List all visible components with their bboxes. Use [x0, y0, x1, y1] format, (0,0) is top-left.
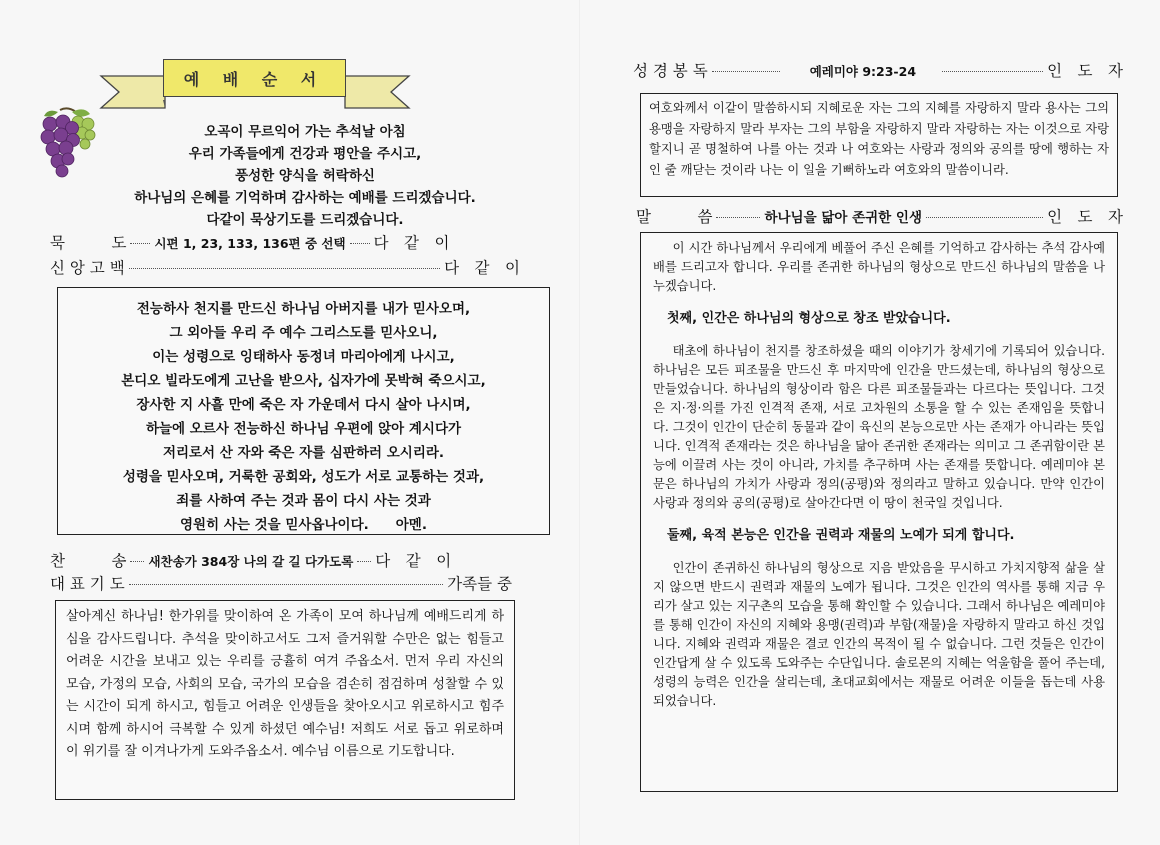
- order-who: 인 도 자: [1047, 208, 1123, 226]
- order-sermon: [636, 205, 1123, 227]
- order-who: 다 같 이: [444, 259, 520, 277]
- sermon-box: [640, 232, 1118, 792]
- prayer-box: 살아계신 하나님! 한가위를 맞이하여 온 가족이 모여 하나님께 예배드리게 하심을 감사드립니다. 추석을 맞이하고서도 그저 즐거워할 수만은 없는 힘들고 어려운 시간을 보내고 있는 우리를 긍휼히 여겨 주옵소서. 먼저 우리 자신의 모습, 가정의 모습, 사회의 모습, 국가의 모습을 겸손히 점검하며 성찰할 수 있는 시간이 되게 하시고, 힘들고 어려운 인생들을 찾아오시고 위로하시고 힘주시며 함께 하시어 극복할 수 있게 하셨던 예수님! 저희도 서로 돕고 위로하며 이 위기를 잘 이겨나가게 도와주옵소서. 예수님 이름으로 기도합니다.: [55, 600, 515, 800]
- leader-dots: [712, 71, 780, 72]
- order-hymn: [50, 549, 520, 571]
- order-prayer: [50, 572, 512, 594]
- leader-dots: [129, 268, 440, 269]
- order-content: 하나님을 닮아 존귀한 인생: [764, 210, 923, 226]
- order-who: 다 같 이: [375, 552, 452, 570]
- scripture-box: 여호와께서 이같이 말씀하시되 지혜로운 자는 그의 지혜를 자랑하지 말라 용사는 그의 용맹을 자랑하지 말라 부자는 그의 부함을 자랑하지 말라 자랑하는 자는 이것으로 자랑할지니 곧 명철하여 나를 아는 것과 나 여호와는 사랑과 정의와 공의를 땅에 행하는 자인 줄 깨닫는 것이라 나는 이 일을 기뻐하노라 여호와의 말씀이니라.: [640, 93, 1118, 197]
- order-creed: [50, 256, 520, 278]
- order-who: 인 도 자: [1047, 62, 1123, 80]
- sermon-paragraph: 태초에 하나님이 천지를 창조하셨을 때의 이야기가 창세기에 기록되어 있습니다. 하나님은 모든 피조물을 만드신 후 마지막에 인간을 만드셨는데, 하나님의 형상으로 만들었습니다. 하나님의 형상이라 함은 다른 피조물들과는 다르다는 뜻입니다. 그것은 지·정·의를 가진 인격적 존재, 서로 고차원의 소통을 할 수 있는 존재임을 뜻합니다. 그것이 인간이 단순히 동물과 같이 육신의 본능으로만 사는 존재가 아니라는 뜻입니다. 인격적 존재라는 것은 하나님을 닮아 존귀한 존재라는 의미고 그 존귀함이란 본능에 이끌려 사는 것이 아니라, 가치를 추구하며 사는 존재를 뜻합니다. 예레미야 본문은 하나님의 가치가 사랑과 정의(공평)와 정의라고 말하고 있습니다. 만약 인간이 사랑과 정의와 공의(공평)로 살아간다면 이 땅이 천국일 것입니다.: [653, 344, 1105, 510]
- order-content: 시편 1, 23, 133, 136편 중 선택: [154, 236, 346, 251]
- order-content: 새찬송가 384장 나의 갈 길 다가도록: [148, 554, 354, 569]
- leader-dots: [130, 243, 150, 244]
- order-label: 신 앙 고 백: [50, 259, 125, 277]
- sermon-paragraph: 인간이 존귀하신 하나님의 형상으로 지음 받았음을 무시하고 가치지향적 삶을 살지 않으면 반드시 권력과 재물의 노예가 됩니다. 그것은 인간의 역사를 통해 지금 우리가 살고 있는 지구촌의 모습을 통해 확인할 수 있습니다. 그래서 하나님은 예레미야를 통해 인간이 자신의 지혜와 용맹(권력)과 부함(재물)을 자랑하지 말라고 하신 것입니다. 지혜와 권력과 재물은 결코 인간의 목적이 될 수 없습니다. 그런 것들은 인간이 인간답게 살 수 있도록 도와주는 수단입니다. 솔로몬의 지혜는 억울함을 풀어 주는데, 성령의 능력은 인간을 살리는데, 초대교회에서는 재물로 어려운 이들을 돕는데 사용되었습니다.: [653, 561, 1105, 708]
- order-silent-prayer: [50, 231, 520, 253]
- creed-box: 전능하사 천지를 만드신 하나님 아버지를 내가 믿사오며, 그 외아들 우리 주 예수 그리스도를 믿사오니, 이는 성령으로 잉태하사 동정녀 마리아에게 나시고, 본디오 빌라도에게 고난을 받으사, 십자가에 못박혀 죽으시고, 장사한 지 사흘 만에 죽은 자 가운데서 다시 살아 나시며, 하늘에 오르사 전능하신 하나님 우편에 앉아 계시다가 저리로서 산 자와 죽은 자를 심판하러 오시리라. 성령을 믿사오며, 거룩한 공회와, 성도가 서로 교통하는 것과, 죄를 사하여 주는 것과 몸이 다시 사는 것과 영원히 사는 것을 믿사옵나이다. 아멘.: [57, 287, 550, 535]
- leader-dots: [129, 584, 443, 585]
- order-who: 가족들 중: [447, 575, 512, 593]
- order-scripture: [633, 59, 1123, 81]
- order-content: 예레미야 9:23-24: [809, 64, 917, 79]
- sermon-heading: 둘째, 육적 본능은 인간을 권력과 재물의 노예가 되게 합니다.: [667, 528, 1015, 543]
- order-label: 찬 송: [50, 552, 127, 570]
- order-label: 말 씀: [636, 208, 713, 226]
- page-title: 예 배 순 서: [163, 59, 346, 97]
- order-label: 성 경 봉 독: [633, 62, 708, 80]
- order-who: 다 같 이: [373, 234, 450, 252]
- leader-dots: [716, 217, 760, 218]
- sermon-heading: 첫째, 인간은 하나님의 형상으로 창조 받았습니다.: [667, 311, 951, 326]
- leader-dots: [130, 561, 144, 562]
- sermon-paragraph: 이 시간 하나님께서 우리에게 베풀어 주신 은혜를 기억하고 감사하는 추석 감사예배를 드리고자 합니다. 우리를 존귀한 하나님의 형상으로 만드신 하나님의 말씀을 나누겠습니다.: [653, 241, 1105, 293]
- page-fold: [579, 0, 580, 845]
- order-label: 대 표 기 도: [50, 575, 125, 593]
- leader-dots: [357, 561, 371, 562]
- order-label: 묵 도: [50, 234, 127, 252]
- leader-dots: [350, 243, 370, 244]
- intro-text: 오곡이 무르익어 가는 추석날 아침 우리 가족들에게 건강과 평안을 주시고, 풍성한 양식을 허락하신 하나님의 은혜를 기억하며 감사하는 예배를 드리겠습니다. 다같이 묵상기도를 드리겠습니다.: [134, 124, 476, 228]
- leader-dots: [926, 217, 1043, 218]
- leader-dots: [942, 71, 1043, 72]
